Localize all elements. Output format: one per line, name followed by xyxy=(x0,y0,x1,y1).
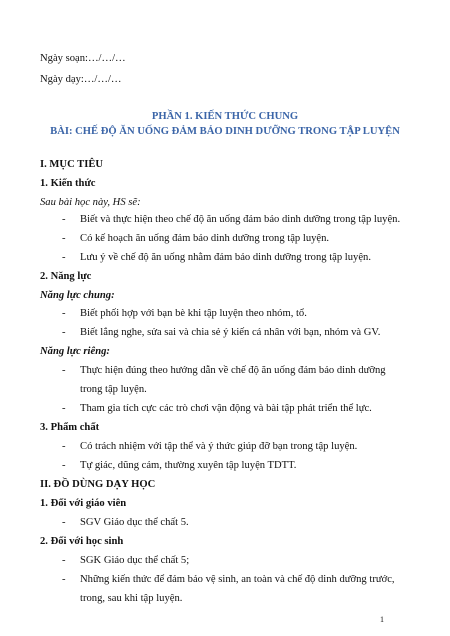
list-item-continuation: trong, sau khi tập luyện. xyxy=(80,593,183,604)
general-ability-heading: Năng lực chung: xyxy=(40,290,115,301)
bullet-marker: - xyxy=(62,403,66,414)
bullet-marker: - xyxy=(62,460,66,471)
bullet-marker: - xyxy=(62,327,66,338)
list-item: Tự giác, dũng cảm, thường xuyên tập luyện TDTT. xyxy=(80,460,297,471)
part-title: PHẦN 1. KIẾN THỨC CHUNG xyxy=(151,111,299,122)
ngay-soan: Ngày soạn:…/…/… xyxy=(40,53,126,64)
list-item: Có kế hoạch ăn uống đảm bảo dinh dưỡng trong tập luyện. xyxy=(80,233,330,244)
knowledge-heading: 1. Kiến thức xyxy=(40,178,96,189)
bullet-marker: - xyxy=(62,214,66,225)
bullet-marker: - xyxy=(62,517,66,528)
list-item: Có trách nhiệm với tập thể và ý thức giúp đỡ bạn trong tập luyện. xyxy=(80,441,358,452)
bullet-marker: - xyxy=(62,308,66,319)
list-item-continuation: trong tập luyện. xyxy=(80,384,147,395)
bullet-marker: - xyxy=(62,365,66,376)
list-item: Biết lắng nghe, sửa sai và chia sẻ ý kiến cá nhân với bạn, nhóm và GV. xyxy=(80,327,381,338)
section1-heading: I. MỤC TIÊU xyxy=(40,159,104,170)
list-item: Thực hiện đúng theo hướng dẫn về chế độ ăn uống đảm bảo dinh dưỡng xyxy=(80,365,386,376)
bullet-marker: - xyxy=(62,441,66,452)
bullet-marker: - xyxy=(62,555,66,566)
list-item: Những kiến thức để đảm bảo vệ sinh, an toàn và chế độ dinh dưỡng trước, xyxy=(80,574,395,585)
section2-heading: II. ĐỒ DÙNG DẠY HỌC xyxy=(40,479,156,490)
page-number: 1 xyxy=(380,615,384,624)
list-item: SGK Giáo dục thể chất 5; xyxy=(80,555,190,566)
list-item: Lưu ý về chế độ ăn uống nhằm đảm bảo dinh dưỡng trong tập luyện. xyxy=(80,252,371,263)
ngay-day: Ngày dạy:…/…/… xyxy=(40,74,122,85)
list-item: SGV Giáo dục thể chất 5. xyxy=(80,517,189,528)
list-item: Tham gia tích cực các trò chơi vận động và bài tập phát triển thể lực. xyxy=(80,403,372,414)
teacher-heading: 1. Đối với giáo viên xyxy=(40,498,127,509)
student-heading: 2. Đối với học sinh xyxy=(40,536,124,547)
bullet-marker: - xyxy=(62,574,66,585)
lesson-title: BÀI: CHẾ ĐỘ ĂN UỐNG ĐẢM BẢO DINH DƯỠNG TRONG TẬP LUYỆN xyxy=(50,126,400,137)
knowledge-intro: Sau bài học này, HS sẽ: xyxy=(40,197,141,208)
bullet-marker: - xyxy=(62,252,66,263)
list-item: Biết phối hợp với bạn bè khi tập luyện theo nhóm, tổ. xyxy=(80,308,307,319)
list-item: Biết và thực hiện theo chế độ ăn uống đảm bảo dinh dưỡng trong tập luyện. xyxy=(80,214,401,225)
ability-heading: 2. Năng lực xyxy=(40,271,92,282)
bullet-marker: - xyxy=(62,233,66,244)
specific-ability-heading: Năng lực riêng: xyxy=(40,346,110,357)
quality-heading: 3. Phẩm chất xyxy=(40,422,100,433)
